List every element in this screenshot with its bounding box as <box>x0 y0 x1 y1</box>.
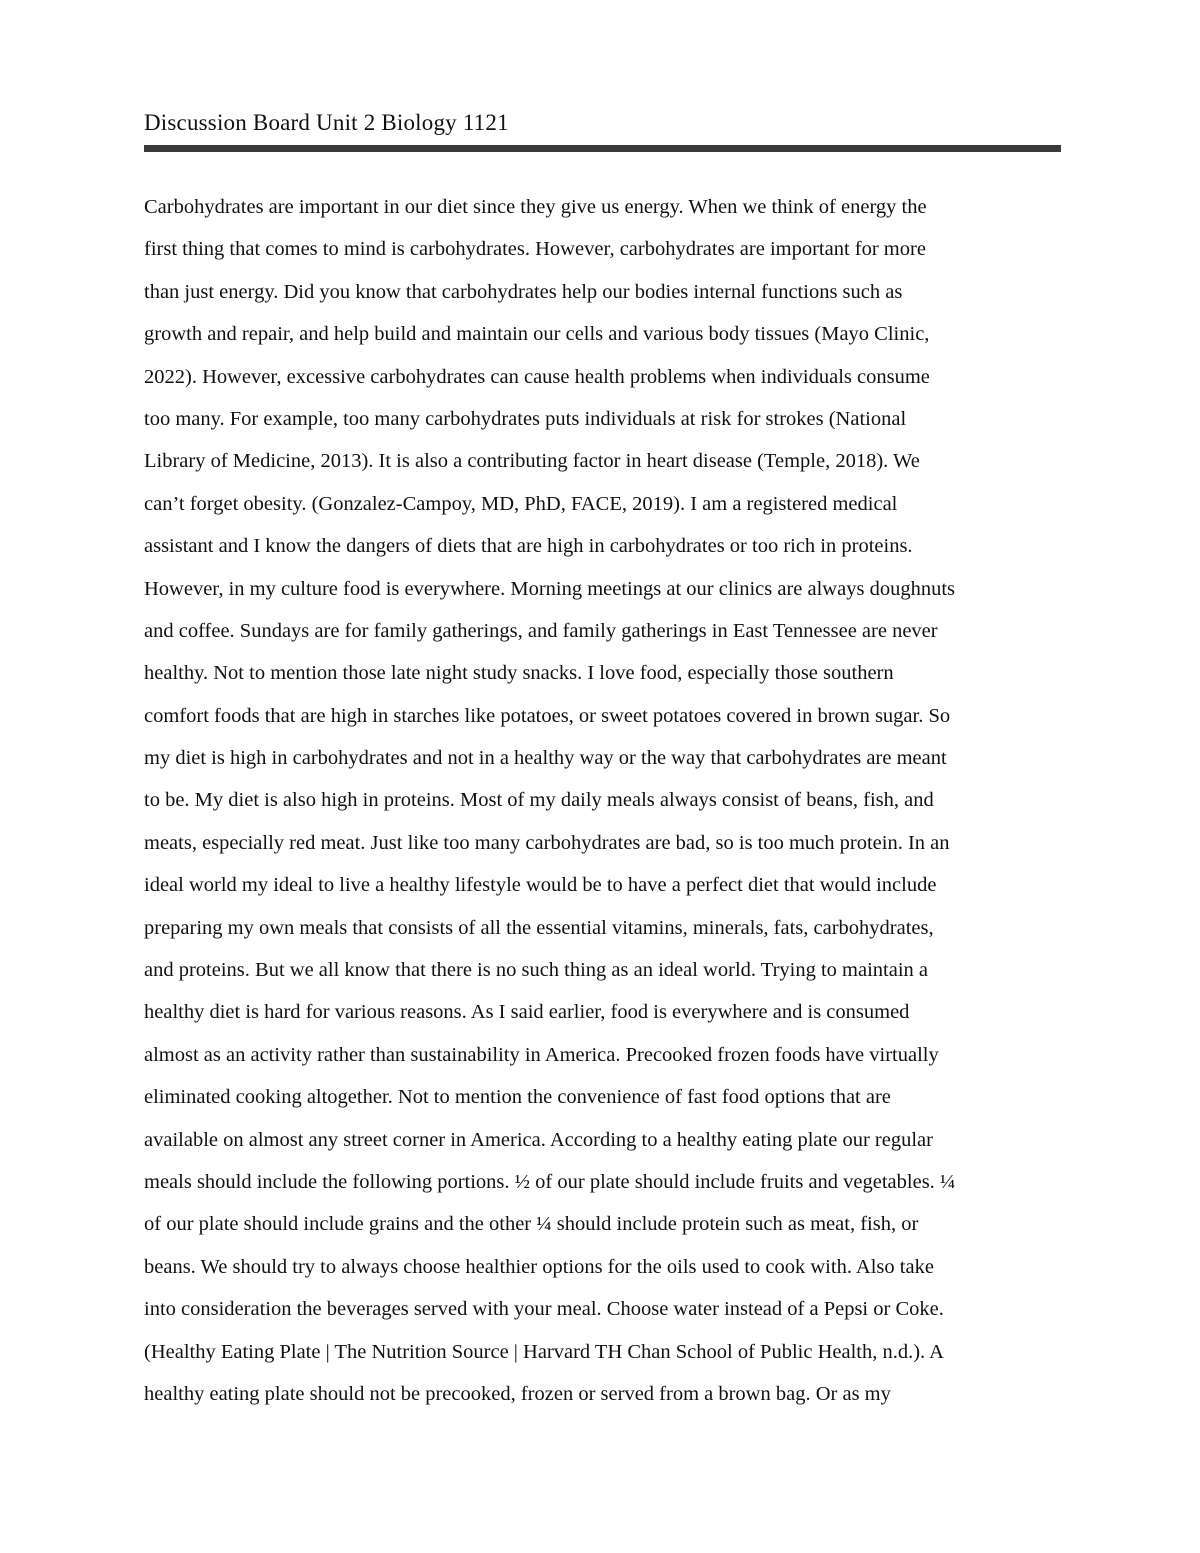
text-line: my diet is high in carbohydrates and not in a healthy way or the way that carbohydrates are meant <box>144 747 947 770</box>
text-line: healthy diet is hard for various reasons. As I said earlier, food is everywhere and is consumed <box>144 1001 910 1024</box>
text-line: preparing my own meals that consists of all the essential vitamins, minerals, fats, carbohydrates, <box>144 916 934 939</box>
text-line: healthy. Not to mention those late night study snacks. I love food, especially those southern <box>144 662 894 685</box>
text-line: and coffee. Sundays are for family gatherings, and family gatherings in East Tennessee are never <box>144 619 938 642</box>
text-line: and proteins. But we all know that there is no such thing as an ideal world. Trying to maintain a <box>144 959 929 982</box>
text-line: into consideration the beverages served with your meal. Choose water instead of a Pepsi or Coke. <box>144 1298 944 1321</box>
text-line: eliminated cooking altogether. Not to mention the convenience of fast food options that are <box>144 1086 891 1109</box>
body-text <box>144 186 1064 1415</box>
text-line: first thing that comes to mind is carbohydrates. However, carbohydrates are important for more <box>144 238 926 261</box>
text-line: Library of Medicine, 2013). It is also a contributing factor in heart disease (Temple, 2018). We <box>144 450 920 473</box>
text-line: healthy eating plate should not be precooked, frozen or served from a brown bag. Or as my <box>144 1382 891 1405</box>
text-line: growth and repair, and help build and maintain our cells and various body tissues (Mayo Clinic, <box>144 323 930 346</box>
text-line: meals should include the following portions. ½ of our plate should include fruits and vegetables. ¼ <box>144 1170 956 1193</box>
text-line: beans. We should try to always choose healthier options for the oils used to cook with. Also take <box>144 1255 934 1278</box>
text-line: can’t forget obesity. (Gonzalez-Campoy, MD, PhD, FACE, 2019). I am a registered medical <box>144 492 898 515</box>
text-line: Carbohydrates are important in our diet since they give us energy. When we think of energy the <box>144 196 927 218</box>
header-divider <box>144 145 1061 152</box>
text-line: of our plate should include grains and the other ¼ should include protein such as meat, fish, or <box>144 1213 919 1236</box>
text-line: than just energy. Did you know that carbohydrates help our bodies internal functions such as <box>144 280 903 303</box>
text-line: ideal world my ideal to live a healthy lifestyle would be to have a perfect diet that would include <box>144 874 937 897</box>
text-line: too many. For example, too many carbohydrates puts individuals at risk for strokes (National <box>144 407 907 430</box>
text-line: comfort foods that are high in starches like potatoes, or sweet potatoes covered in brown sugar. So <box>144 704 951 727</box>
text-line: (Healthy Eating Plate | The Nutrition Source | Harvard TH Chan School of Public Health, n.d.). A <box>144 1340 944 1363</box>
text-line: almost as an activity rather than sustainability in America. Precooked frozen foods have virtually <box>144 1043 939 1066</box>
text-line: assistant and I know the dangers of diets that are high in carbohydrates or too rich in proteins. <box>144 535 913 558</box>
text-line: 2022). However, excessive carbohydrates can cause health problems when individuals consume <box>144 365 930 388</box>
text-line: to be. My diet is also high in proteins. Most of my daily meals always consist of beans, fish, and <box>144 789 934 812</box>
text-line: meats, especially red meat. Just like too many carbohydrates are bad, so is too much protein. In an <box>144 831 950 854</box>
text-line: However, in my culture food is everywhere. Morning meetings at our clinics are always doughnuts <box>144 577 955 600</box>
text-line: available on almost any street corner in America. According to a healthy eating plate our regular <box>144 1128 933 1151</box>
document-title: Discussion Board Unit 2 Biology 1121 <box>144 110 509 135</box>
